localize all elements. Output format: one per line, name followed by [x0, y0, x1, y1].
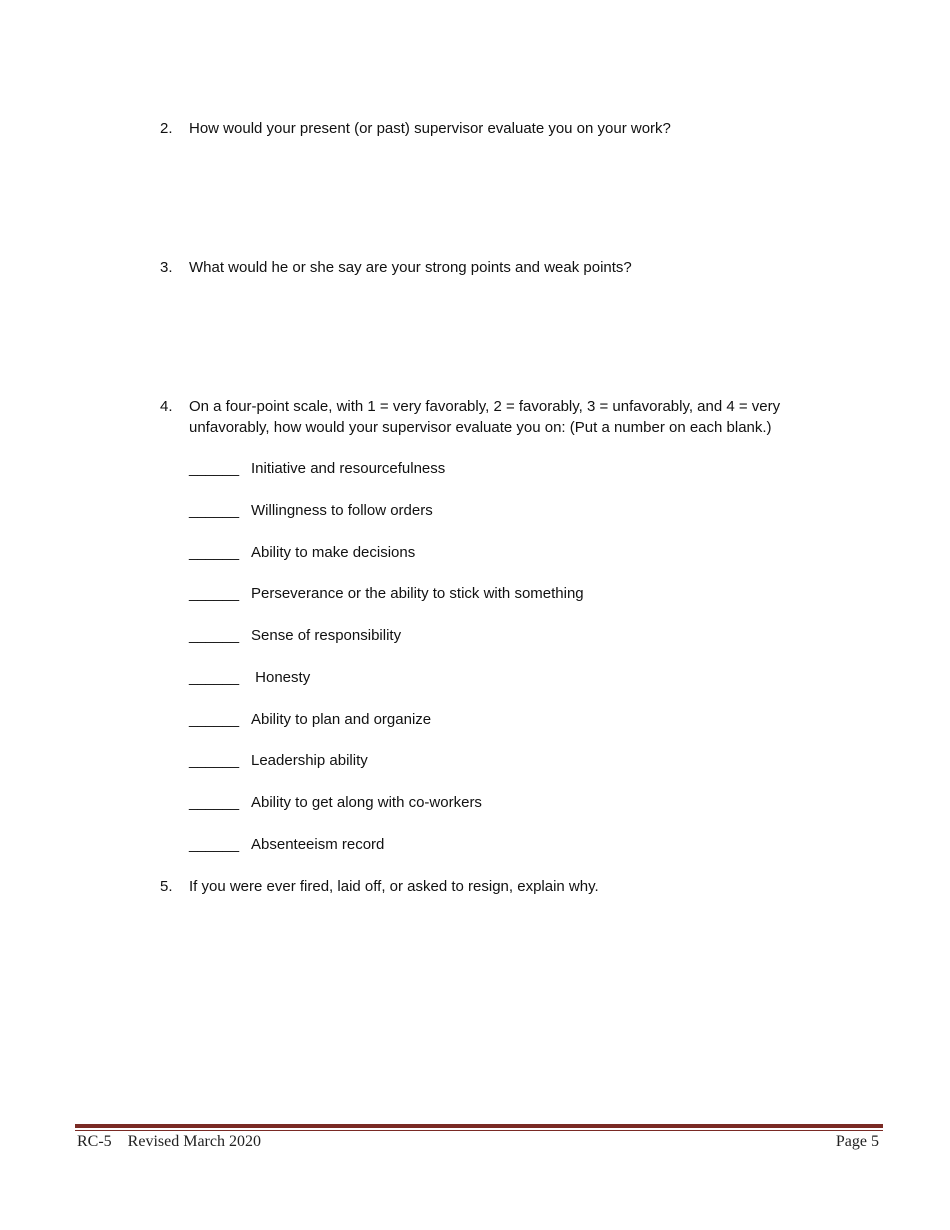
question-number: 2.	[160, 120, 173, 137]
rating-label: Leadership ability	[251, 752, 368, 769]
rating-blank[interactable]: ______	[189, 794, 240, 811]
question-number: 4.	[160, 398, 173, 415]
question-4	[160, 396, 840, 438]
rating-blank[interactable]: ______	[189, 627, 240, 644]
rating-item-responsibility	[189, 626, 401, 646]
question-5	[160, 876, 840, 897]
question-text: On a four-point scale, with 1 = very favorably, 2 = favorably, 3 = unfavorably, and 4 = very unfavorably, how would your supervisor evaluate you on: (Put a number on each blank.)	[189, 398, 781, 436]
rating-item-honesty	[189, 668, 310, 688]
rating-item-leadership	[189, 751, 368, 771]
question-text: If you were ever fired, laid off, or asked to resign, explain why.	[189, 878, 599, 895]
rating-blank[interactable]: ______	[189, 711, 240, 728]
rating-blank[interactable]: ______	[189, 585, 240, 602]
rating-label: Ability to make decisions	[251, 544, 416, 561]
rating-blank[interactable]: ______	[189, 836, 240, 853]
question-3	[160, 257, 840, 278]
rating-blank[interactable]: ______	[189, 460, 240, 477]
rating-label: Sense of responsibility	[251, 627, 402, 644]
rating-blank[interactable]: ______	[189, 502, 240, 519]
form-code: RC-5	[77, 1133, 112, 1150]
question-text: How would your present (or past) supervisor evaluate you on your work?	[189, 120, 671, 137]
rating-item-decisions	[189, 543, 415, 563]
revision-date: Revised March 2020	[127, 1133, 261, 1150]
rating-label: Honesty	[251, 669, 311, 686]
rating-label: Ability to plan and organize	[251, 711, 432, 728]
question-number: 5.	[160, 878, 173, 895]
rating-item-willingness	[189, 501, 433, 521]
rating-item-perseverance	[189, 584, 584, 604]
question-number: 3.	[160, 259, 173, 276]
question-text: What would he or she say are your strong points and weak points?	[189, 259, 632, 276]
rating-blank[interactable]: ______	[189, 752, 240, 769]
rating-label: Willingness to follow orders	[251, 502, 433, 519]
question-2	[160, 118, 840, 139]
rating-label: Ability to get along with co-workers	[251, 794, 482, 811]
rating-label: Absenteeism record	[251, 836, 385, 853]
rating-item-plan-organize	[189, 710, 431, 730]
footer-divider-thin	[75, 1130, 883, 1131]
rating-item-absenteeism	[189, 835, 384, 855]
rating-label: Initiative and resourcefulness	[251, 460, 446, 477]
footer-divider	[75, 1124, 883, 1128]
rating-label: Perseverance or the ability to stick with something	[251, 585, 584, 602]
rating-item-coworkers	[189, 793, 482, 813]
rating-blank[interactable]: ______	[189, 544, 240, 561]
rating-item-initiative	[189, 459, 445, 479]
page-number: Page 5	[835, 1133, 879, 1150]
rating-blank[interactable]: ______	[189, 669, 240, 686]
footer-left	[77, 1133, 261, 1151]
